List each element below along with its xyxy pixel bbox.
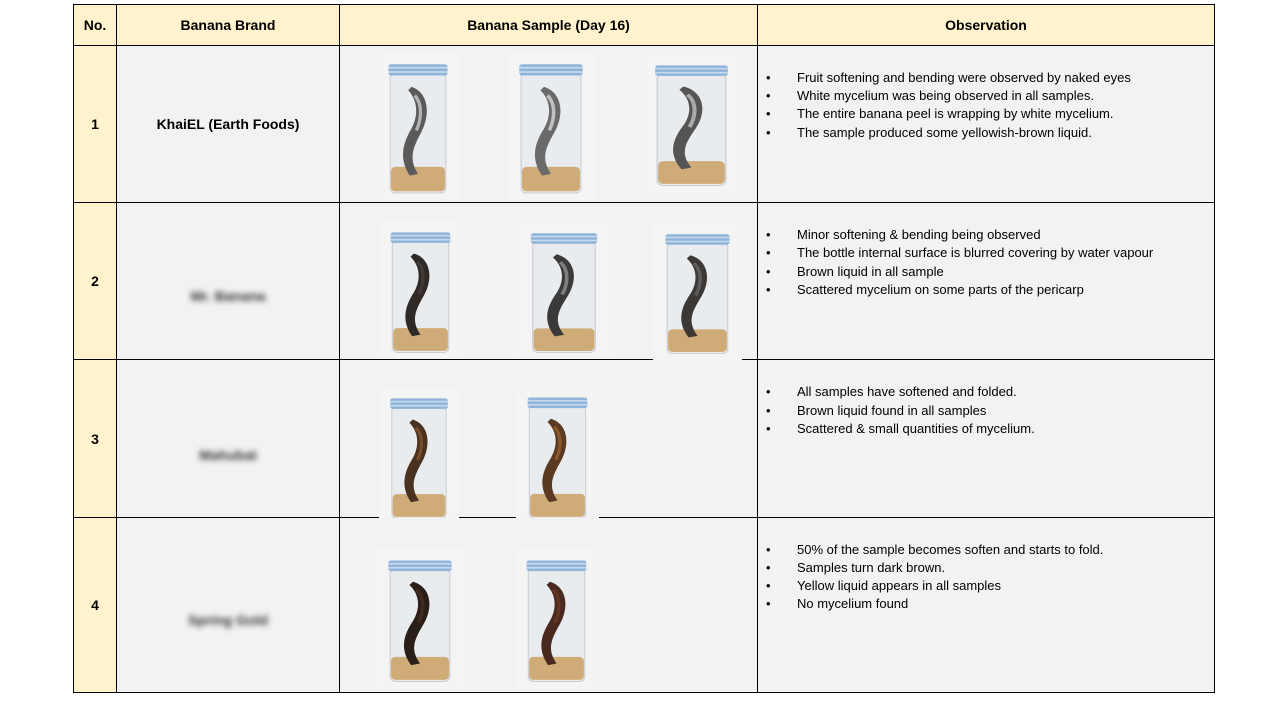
header-no: No.	[74, 5, 117, 46]
header-sample: Banana Sample (Day 16)	[340, 5, 758, 46]
list-item: • Scattered & small quantities of mycelium.	[766, 420, 1035, 436]
row-number: 4	[74, 517, 117, 692]
sample-jar-photo	[379, 221, 462, 359]
sample-photos	[340, 360, 758, 517]
list-item: • Minor softening & bending being observed	[766, 227, 1041, 243]
list-item: • Yellow liquid appears in all samples	[766, 578, 1002, 594]
observation-table	[73, 4, 1215, 693]
list-item: • Brown liquid found in all samples	[766, 402, 987, 418]
list-item: • No mycelium found	[766, 596, 909, 612]
brand-name-blurred: Mr. Banana	[190, 288, 266, 305]
table-row	[74, 517, 1215, 692]
list-item: • Scattered mycelium on some parts of the pericarp	[766, 281, 1084, 297]
brand-name: KhaiEL (Earth Foods)	[117, 46, 340, 203]
row-number: 2	[74, 203, 117, 360]
table-row	[74, 360, 1215, 517]
list-item: • Fruit softening and bending were observed by naked eyes	[766, 70, 1131, 86]
list-item: • The entire banana peel is wrapping by white mycelium.	[766, 106, 1114, 122]
sample-photos	[340, 517, 758, 692]
row-number: 3	[74, 360, 117, 517]
observation-cell	[758, 203, 1215, 360]
sample-jar-photo	[516, 386, 599, 525]
observation-list	[758, 226, 1214, 299]
sample-jar-photo	[376, 549, 464, 688]
observation-list	[758, 383, 1214, 438]
observation-cell	[758, 46, 1215, 203]
sample-jar-photo	[653, 223, 742, 360]
sample-photos	[340, 203, 758, 360]
list-item: • 50% of the sample becomes soften and starts to fold.	[766, 541, 1104, 557]
brand-name	[117, 203, 340, 360]
brand-name	[117, 360, 340, 517]
sample-jar-photo	[515, 549, 598, 688]
table-row	[74, 46, 1215, 203]
observation-list	[758, 69, 1214, 142]
sample-jar-photo	[641, 54, 742, 192]
header-observation: Observation	[758, 5, 1215, 46]
list-item: • The sample produced some yellowish-brown liquid.	[766, 124, 1092, 140]
sample-photos	[340, 46, 758, 203]
list-item: • Samples turn dark brown.	[766, 559, 946, 575]
list-item: • White mycelium was being observed in all samples.	[766, 88, 1094, 104]
list-item: • All samples have softened and folded.	[766, 384, 1017, 400]
sample-jar-photo	[507, 52, 595, 200]
observation-cell	[758, 517, 1215, 692]
sample-jar-photo	[518, 222, 610, 359]
row-number: 1	[74, 46, 117, 203]
brand-name-blurred: Mahubat	[199, 446, 257, 463]
sample-jar-photo	[379, 387, 459, 525]
list-item: • Brown liquid in all sample	[766, 263, 944, 279]
list-item: • The bottle internal surface is blurred covering by water vapour	[766, 245, 1154, 261]
observation-cell	[758, 360, 1215, 517]
sample-jar-photo	[377, 52, 459, 200]
brand-name	[117, 517, 340, 692]
brand-name-blurred: Spring Gold	[187, 611, 269, 628]
observation-list	[758, 541, 1214, 614]
header-brand: Banana Brand	[117, 5, 340, 46]
table-row	[74, 203, 1215, 360]
